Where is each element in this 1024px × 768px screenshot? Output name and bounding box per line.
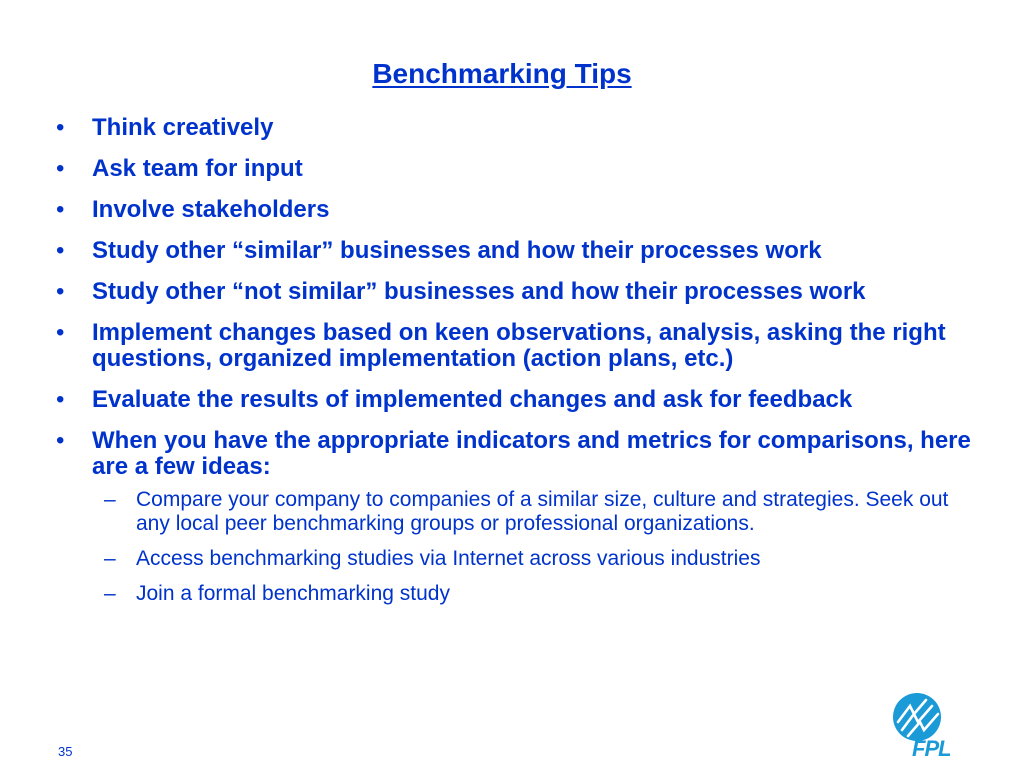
list-item	[56, 320, 986, 372]
sub-bullet-text: Compare your company to companies of a similar size, culture and strategies. Seek out any local peer benchmarking groups or professional organizations.	[136, 488, 949, 535]
sub-bullet-marker: –	[104, 582, 116, 605]
bullet-marker: •	[56, 427, 65, 454]
bullet-marker: •	[56, 114, 65, 141]
list-item	[56, 238, 986, 264]
sub-bullet-marker: –	[104, 488, 116, 511]
sub-bullet-text: Access benchmarking studies via Internet across various industries	[136, 547, 761, 570]
bullet-text: When you have the appropriate indicators and metrics for comparisons, here are a few ideas:	[92, 427, 971, 480]
fpl-logo-icon	[892, 692, 942, 742]
logo-text: FPL	[912, 736, 951, 761]
sub-list-item	[92, 488, 986, 536]
list-item	[56, 387, 986, 413]
fpl-logo	[890, 692, 970, 760]
bullet-marker: •	[56, 155, 65, 182]
sub-bullet-list	[92, 488, 986, 606]
bullet-text: Evaluate the results of implemented changes and ask for feedback	[92, 386, 853, 413]
sub-bullet-text: Join a formal benchmarking study	[136, 582, 450, 605]
sub-list-item	[92, 582, 986, 606]
bullet-list	[56, 115, 986, 621]
bullet-text: Study other “similar” businesses and how their processes work	[92, 237, 822, 264]
bullet-text: Ask team for input	[92, 155, 303, 182]
bullet-marker: •	[56, 278, 65, 305]
bullet-text: Implement changes based on keen observations, analysis, asking the right questions, organized implementation (action plans, etc.)	[92, 319, 946, 372]
bullet-marker: •	[56, 196, 65, 223]
list-item	[56, 197, 986, 223]
bullet-text: Think creatively	[92, 114, 274, 141]
list-item	[56, 115, 986, 141]
list-item	[56, 279, 986, 305]
slide-title: Benchmarking Tips	[372, 58, 632, 89]
bullet-marker: •	[56, 237, 65, 264]
bullet-marker: •	[56, 319, 65, 346]
bullet-text: Involve stakeholders	[92, 196, 330, 223]
list-item	[56, 156, 986, 182]
bullet-marker: •	[56, 386, 65, 413]
page-number: 35	[58, 744, 73, 759]
list-item	[56, 428, 986, 606]
bullet-text: Study other “not similar” businesses and how their processes work	[92, 278, 866, 305]
sub-list-item	[92, 547, 986, 571]
sub-bullet-marker: –	[104, 547, 116, 570]
